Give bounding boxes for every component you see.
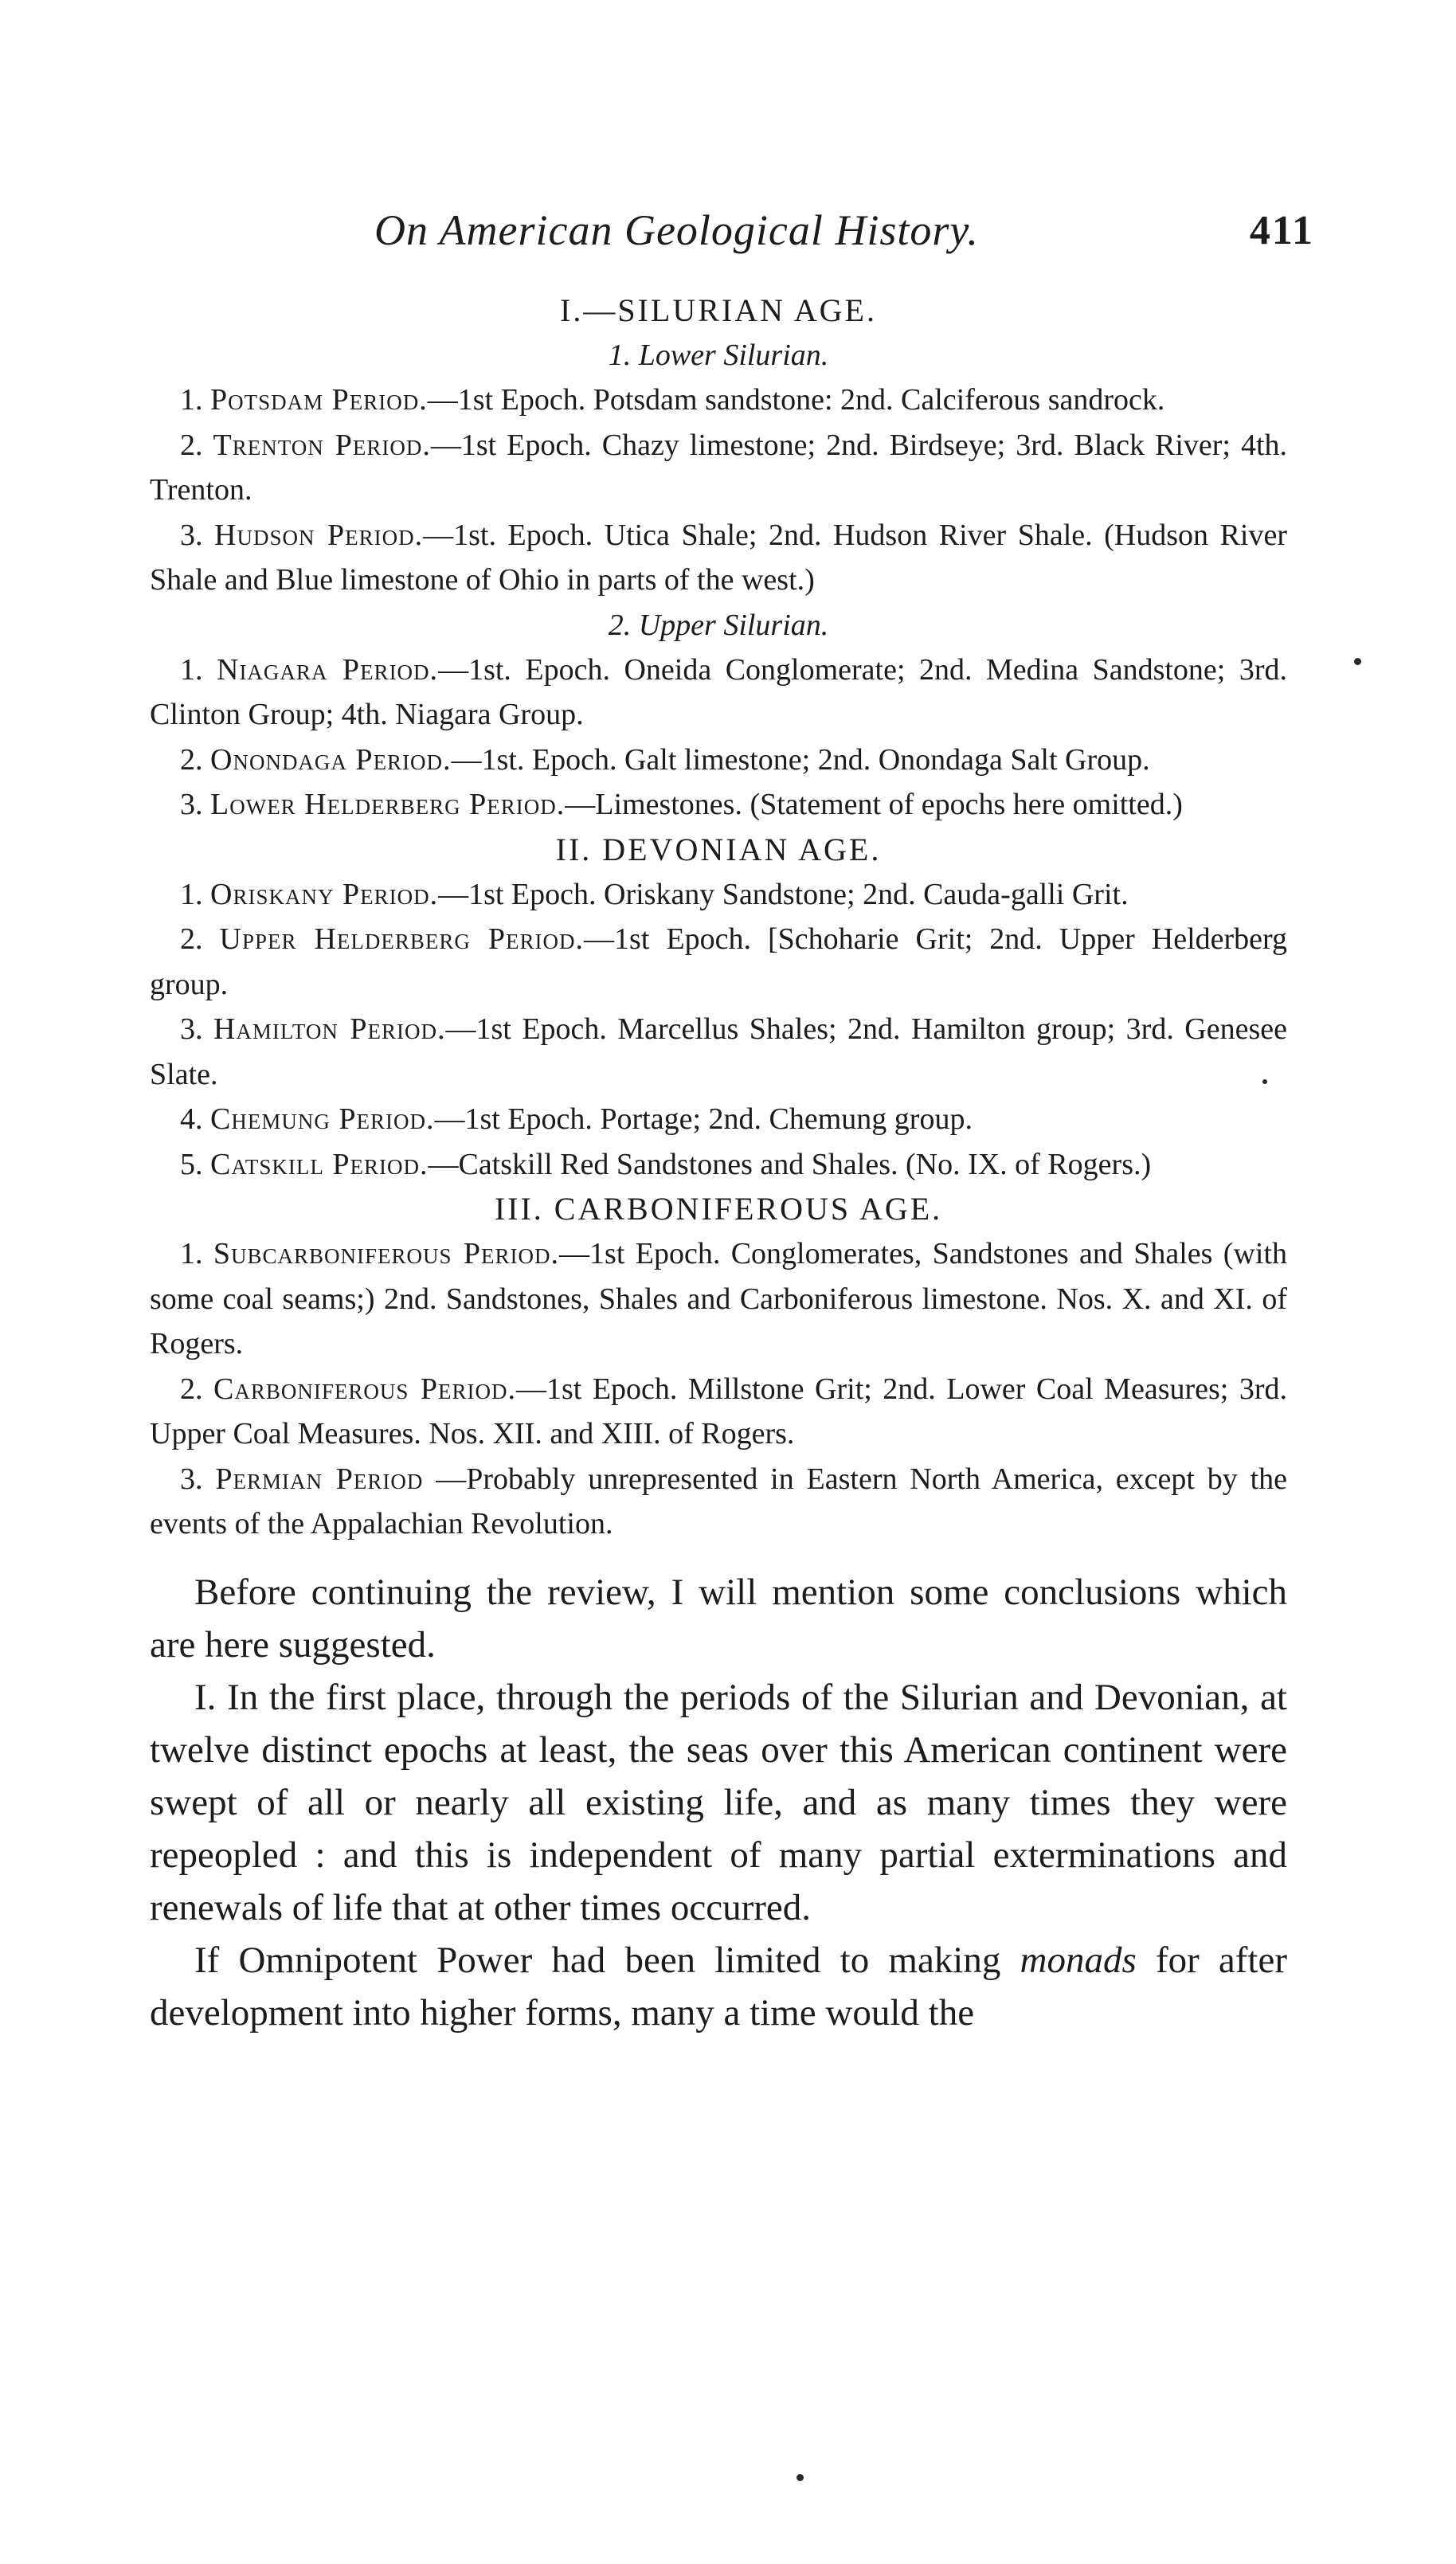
list-item: 1. Niagara Period.—1st. Epoch. Oneida Conglomerate; 2nd. Medina Sandstone; 3rd. Clinton Group; 4th. Niagara Group. <box>150 652 1288 731</box>
list-item: 3. Hamilton Period.—1st Epoch. Marcellus Shales; 2nd. Hamilton group; 3rd. Genesee Slate. <box>150 1012 1287 1091</box>
list-item: 3. Lower Helderberg Period.—Limestones. (Statement of epochs here omitted.) <box>180 788 1183 821</box>
ink-speck <box>1262 1079 1267 1084</box>
page-content <box>150 288 1287 2039</box>
ink-speck <box>796 2474 804 2481</box>
list-item: 1. Subcarboniferous Period.—1st Epoch. Conglomerates, Sandstones and Shales (with some coal seams;) 2nd. Sandstones, Shales and Carboniferous limestone. Nos. X. and XI. of Rogers. <box>150 1237 1287 1360</box>
emphasis: monads <box>1020 1939 1137 1981</box>
list-item: 1. Oriskany Period.—1st Epoch. Oriskany Sandstone; 2nd. Cauda-galli Grit. <box>180 877 1129 911</box>
running-title: On American Geological History. <box>374 206 979 254</box>
list-item: 5. Catskill Period.—Catskill Red Sandstones and Shales. (No. IX. of Rogers.) <box>180 1147 1152 1181</box>
lower-silurian-heading: 1. Lower Silurian. <box>608 339 829 372</box>
page-number: 411 <box>1249 208 1314 253</box>
list-item: 4. Chemung Period.—1st Epoch. Portage; 2nd. Chemung group. <box>180 1102 973 1136</box>
spacer <box>150 1547 1287 1566</box>
list-item: 1. Potsdam Period.—1st Epoch. Potsdam sandstone: 2nd. Calciferous sandrock. <box>180 383 1165 417</box>
list-item: 2. Upper Helderberg Period.—1st Epoch. [Schoharie Grit; 2nd. Upper Helderberg group. <box>150 922 1287 1001</box>
body-paragraph: If Omnipotent Power had been limited to making monads for after development into higher forms, many a time would the <box>150 1939 1288 2034</box>
carboniferous-age-heading: III. CARBONIFEROUS AGE. <box>494 1191 943 1227</box>
page-header <box>374 206 1314 263</box>
list-item: 2. Trenton Period.—1st Epoch. Chazy limestone; 2nd. Birdseye; 3rd. Black River; 4th. Trenton. <box>150 428 1288 507</box>
list-item: 3. Permian Period —Probably unrepresented in Eastern North America, except by the events of the Appalachian Revolution. <box>150 1462 1288 1540</box>
ink-speck <box>1354 658 1361 665</box>
upper-silurian-heading: 2. Upper Silurian. <box>608 608 829 642</box>
devonian-age-heading: II. DEVONIAN AGE. <box>555 831 882 867</box>
body-paragraph: I. In the first place, through the periods of the Silurian and Devonian, at twelve distinct epochs at least, the seas over this American continent were swept of all or nearly all existing life, and as many times they were repeopled : and this is independent of many partial exterminations and renewals of life that at other times occurred. <box>150 1676 1287 1928</box>
list-item: 2. Onondaga Period.—1st. Epoch. Galt limestone; 2nd. Onondaga Salt Group. <box>180 742 1150 777</box>
list-item: 2. Carboniferous Period.—1st Epoch. Millstone Grit; 2nd. Lower Coal Measures; 3rd. Upper Coal Measures. Nos. XII. and XIII. of Rogers. <box>150 1372 1287 1450</box>
list-item: 3. Hudson Period.—1st. Epoch. Utica Shale; 2nd. Hudson River Shale. (Hudson River Shale and Blue limestone of Ohio in parts of the west.) <box>150 518 1287 597</box>
body-paragraph: Before continuing the review, I will mention some conclusions which are here suggested. <box>150 1571 1287 1666</box>
silurian-age-heading: I.—SILURIAN AGE. <box>560 292 877 328</box>
